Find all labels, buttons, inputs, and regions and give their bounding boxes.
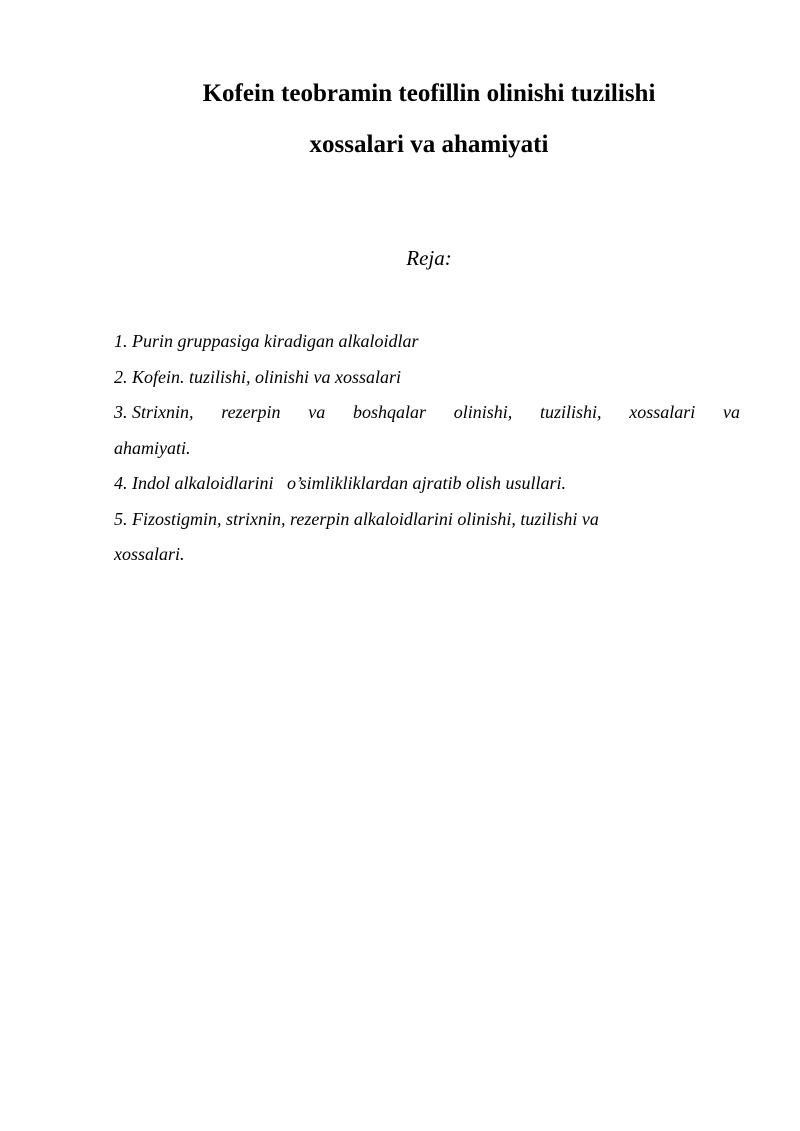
document-title-line-1: Kofein teobramin teofillin olinishi tuzilishi xyxy=(202,80,656,107)
plan-item-number: 2. xyxy=(114,366,128,387)
plan-item-number: 4. xyxy=(114,473,128,493)
plan-item-text: Kofein. tuzilishi, olinishi va xossalari xyxy=(132,366,402,387)
plan-item-text: Purin gruppasiga kiradigan alkaloidlar xyxy=(132,331,419,351)
plan-heading: Reja: xyxy=(406,246,452,270)
plan-item-text: Indol alkaloidlarini o’simlikliklardan ajratib olish usullari. xyxy=(132,473,567,493)
plan-item-text: Fizostigmin, strixnin, rezerpin alkaloidlarini olinishi, tuzilishi va xyxy=(132,508,599,529)
plan-item-line xyxy=(114,395,740,431)
plan-item-text-continued: ahamiyati. xyxy=(114,437,191,458)
plan-item-5 xyxy=(114,502,740,573)
document-title-line-2: xossalari va ahamiyati xyxy=(309,131,549,158)
plan-item-text: Strixnin, rezerpin va boshqalar olinishi, tuzilishi, xossalari va xyxy=(132,402,740,422)
plan-item-1 xyxy=(114,324,740,360)
plan-item-number: 1. xyxy=(114,331,128,351)
plan-item-2 xyxy=(114,360,740,396)
plan-item-number: 5. xyxy=(114,508,128,529)
plan-item-number: 3. xyxy=(114,402,128,422)
plan-item-3 xyxy=(114,395,740,466)
plan-item-4 xyxy=(114,466,740,502)
plan-item-text-continued: xossalari. xyxy=(114,544,185,564)
plan-list xyxy=(114,324,740,573)
